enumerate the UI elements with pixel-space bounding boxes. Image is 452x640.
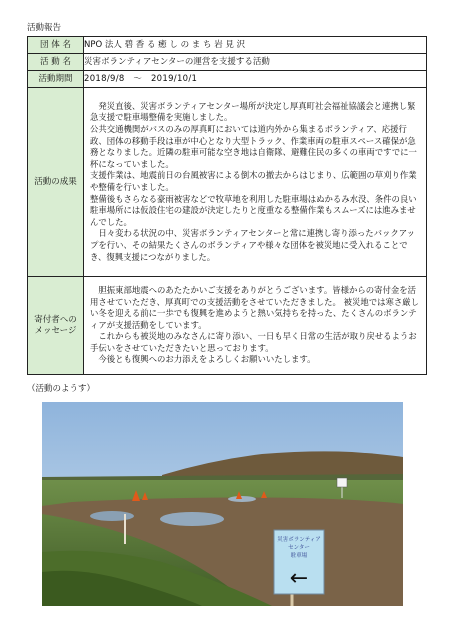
label-message-line2: メッセージ bbox=[34, 325, 77, 336]
section-title: 活動報告 bbox=[27, 23, 62, 33]
row-message bbox=[28, 277, 427, 375]
results-paragraph: 整備後もさらなる豪雨被害などで牧草地を利用した駐車場はぬかるみ水没、条件の良い駐車場所には仮設住宅の建設が決定したりと度重なる整備作業もスムーズには進みませんでした。 bbox=[90, 193, 417, 227]
label-message bbox=[28, 277, 84, 375]
message-paragraph: これからも被災地のみなさんに寄り添い、一日も早く日常の生活が取り戻せるようお手伝いをさせていただきたいと思っております。 bbox=[90, 331, 417, 353]
row-activity-name bbox=[28, 54, 427, 71]
message-paragraph: 胆振東部地震へのあたたかいご支援をありがとうございます。皆様からの寄付金を活用させていただき、厚真町での支援活動をさせていただきました。 被災地では寒さ厳しい冬を迎える前に一歩でも復興を進めようと熱い気持ちを持った、たくさんのボランティアが支援活動をしています。 bbox=[90, 284, 419, 330]
activity-photo bbox=[42, 402, 403, 606]
label-period: 活動期間 bbox=[28, 71, 84, 88]
label-organization: 団 体 名 bbox=[28, 37, 84, 54]
results-text bbox=[84, 99, 426, 265]
value-activity-name: 災害ボランティアセンターの運営を支援する活動 bbox=[84, 54, 427, 71]
row-results bbox=[28, 88, 427, 277]
puddle bbox=[90, 511, 134, 521]
message-text bbox=[84, 283, 426, 368]
row-period bbox=[28, 71, 427, 88]
message-cell bbox=[84, 277, 427, 375]
label-message-line1: 寄付者への bbox=[34, 314, 77, 325]
row-organization bbox=[28, 37, 427, 54]
value-organization: NPO 法人 碧 香 る 癒 し の ま ち 岩 見 沢 bbox=[84, 37, 427, 54]
sign-text: センター bbox=[288, 545, 310, 551]
sign-text: 災害ボランティア bbox=[277, 537, 321, 543]
report-table bbox=[27, 36, 427, 375]
message-paragraph: 今後とも復興へのお力添えをよろしくお願いいたします。 bbox=[90, 354, 316, 365]
label-activity-name: 活 動 名 bbox=[28, 54, 84, 71]
results-paragraph: 日々変わる状況の中、災害ボランティアセンターと常に連携し寄り添ったバックアップを行い、その結果たくさんのボランティアや様々な団体を被災地に受入れることでき、復興支援につながりました。 bbox=[90, 228, 415, 262]
arrow-left-icon: ← bbox=[289, 566, 309, 591]
value-period: 2018/9/8 ～ 2019/10/1 bbox=[84, 71, 427, 88]
results-cell bbox=[84, 88, 427, 277]
small-sign bbox=[337, 478, 347, 487]
photo-caption: （活動のようす） bbox=[27, 384, 96, 394]
puddle bbox=[160, 512, 224, 526]
sign-text: 駐車場 bbox=[290, 553, 308, 559]
results-paragraph: 公共交通機関がバスのみの厚真町においては道内外から集まるボランティア、応援行政、団体の移動手段は車が中心となり大型トラック、作業車両の駐車スペース確保が急務となりました。近隣の駐車可能な空き地は自衛隊、避難住民の多くの車両ですでに一杯になっていました。 bbox=[90, 124, 417, 169]
label-results: 活動の成果 bbox=[28, 88, 84, 277]
results-paragraph: 発災直後、災害ボランティアセンター場所が決定し厚真町社会福祉協議会と連携し緊急支援で駐車場整備を実施しました。 bbox=[90, 100, 416, 123]
results-paragraph: 支援作業は、地震前日の台風被害による倒木の撤去からはじまり、広範囲の草刈り作業や整備を行いました。 bbox=[90, 170, 417, 192]
